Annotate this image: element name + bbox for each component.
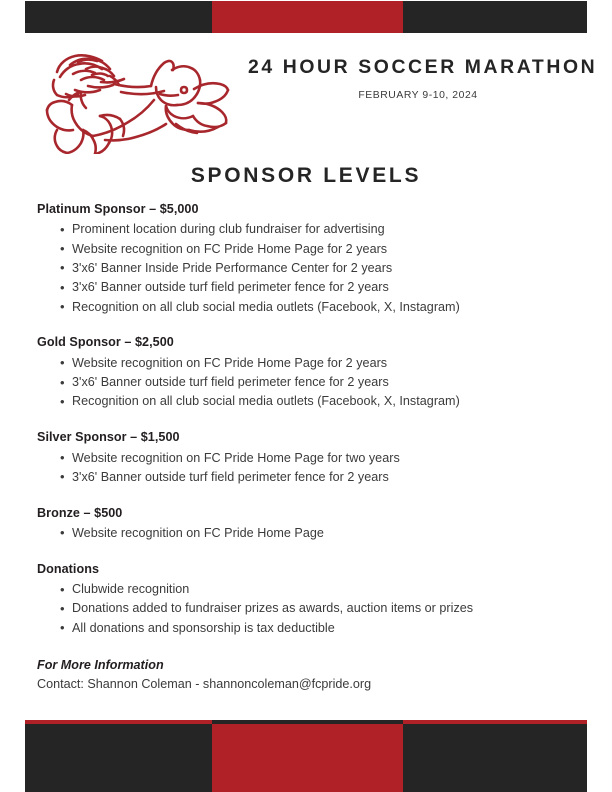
top-bar-segment-dark-left: [25, 1, 212, 33]
bottom-decorative-bar: [25, 720, 587, 792]
event-date: FEBRUARY 9-10, 2024: [358, 90, 478, 101]
list-item: • 3'x6' Banner outside turf field perimeter fence for 2 years: [60, 373, 577, 392]
event-title: 24 HOUR SOCCER MARATHON: [248, 56, 598, 78]
top-decorative-bar: [25, 1, 587, 33]
tier-title: Silver Sponsor – $1,500: [37, 430, 180, 445]
sponsor-tier-donations: [37, 560, 577, 638]
list-item: • Website recognition on FC Pride Home Page for two years: [60, 449, 577, 468]
tier-title: Platinum Sponsor – $5,000: [37, 202, 199, 216]
bottom-bar-cap-red-right: [403, 720, 587, 724]
tier-benefits-list: [37, 220, 577, 317]
heraldic-lion-crest-icon: [26, 42, 246, 154]
more-information-section: [37, 656, 577, 695]
list-item: • Prominent location during club fundraiser for advertising: [60, 220, 577, 239]
tier-benefits-list: [37, 580, 577, 638]
list-item: • Website recognition on FC Pride Home Page: [60, 524, 577, 543]
bottom-bar-segment-dark-left: [25, 720, 212, 792]
sponsor-tier-gold: [37, 333, 577, 411]
sponsor-tier-silver: [37, 428, 577, 487]
tier-title: Donations: [37, 561, 100, 576]
masthead: [0, 40, 612, 152]
list-item: • 3'x6' Banner Inside Pride Performance Center for 2 years: [60, 259, 577, 278]
list-item: • 3'x6' Banner outside turf field perimeter fence for 2 years: [60, 468, 577, 487]
bottom-bar-segment-red-middle: [212, 720, 403, 792]
bottom-bar-cap-red-left: [25, 720, 212, 724]
tier-title: Bronze – $500: [37, 505, 123, 520]
contact-line: Contact: Shannon Coleman - shannoncoleman@fcpride.org: [37, 677, 372, 692]
more-information-heading: For More Information: [37, 658, 164, 673]
list-item: • Clubwide recognition: [60, 580, 577, 599]
sponsor-tier-platinum: [37, 200, 577, 317]
sponsor-tier-bronze: [37, 504, 577, 544]
list-item: • Website recognition on FC Pride Home Page for 2 years: [60, 354, 577, 373]
page-title: SPONSOR LEVELS: [190, 164, 422, 187]
top-bar-segment-red-middle: [212, 1, 403, 33]
list-item: • All donations and sponsorship is tax deductible: [60, 619, 577, 638]
list-item: • Donations added to fundraiser prizes as awards, auction items or prizes: [60, 599, 577, 618]
list-item: • Recognition on all club social media outlets (Facebook, X, Instagram): [60, 392, 577, 411]
bottom-bar-cap-dark-middle: [212, 720, 403, 724]
list-item: • Recognition on all club social media outlets (Facebook, X, Instagram): [60, 298, 577, 317]
tier-benefits-list: [37, 354, 577, 412]
tier-title: Gold Sponsor – $2,500: [37, 335, 174, 350]
top-bar-segment-dark-right: [403, 1, 587, 33]
tier-benefits-list: [37, 524, 577, 543]
list-item: • 3'x6' Banner outside turf field perimeter fence for 2 years: [60, 278, 577, 297]
sponsor-levels-content: [37, 200, 577, 695]
list-item: • Website recognition on FC Pride Home Page for 2 years: [60, 240, 577, 259]
bottom-bar-segment-dark-right: [403, 720, 587, 792]
tier-benefits-list: [37, 449, 577, 488]
